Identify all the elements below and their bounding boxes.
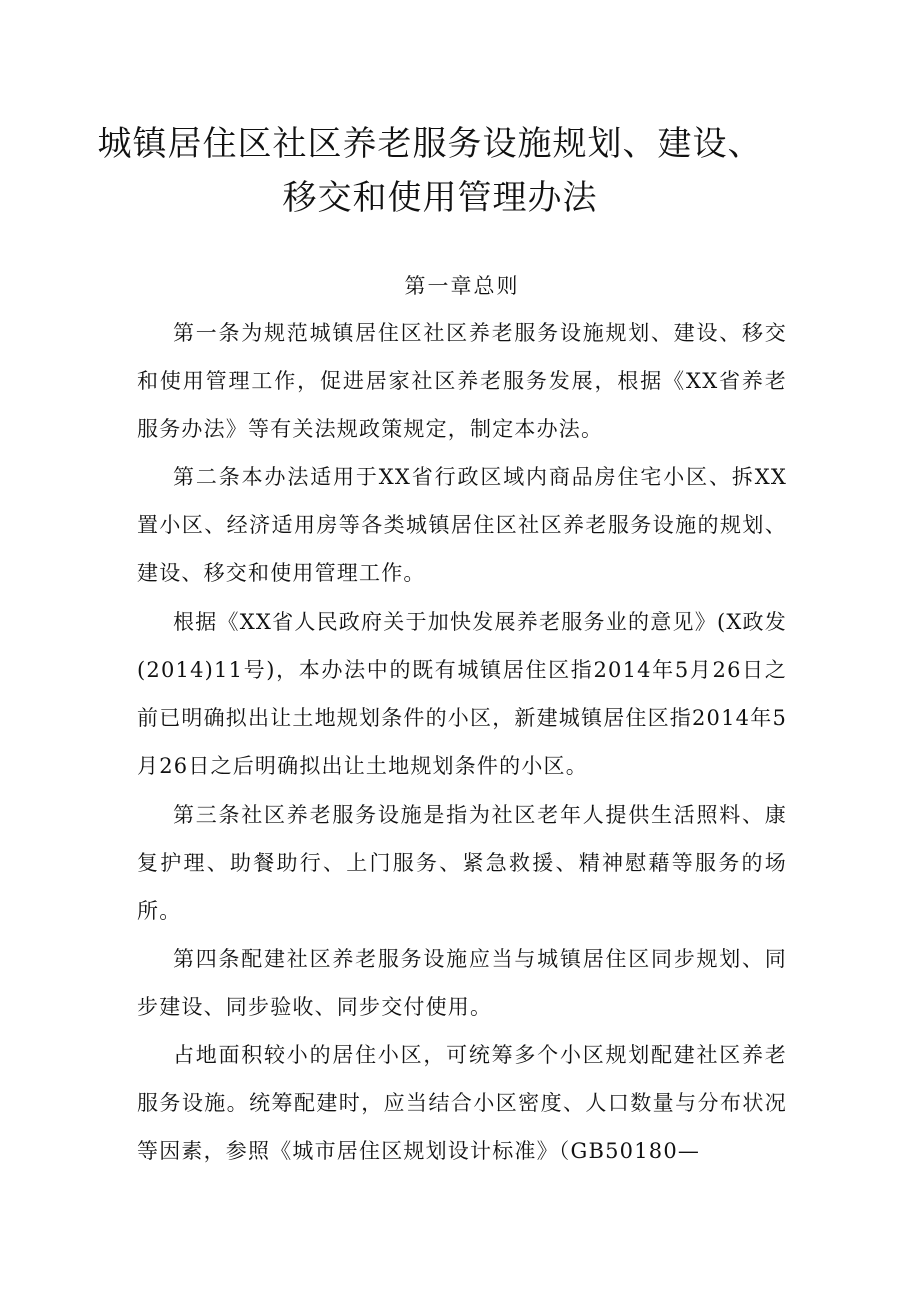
- paragraph-article-2: 第二条本办法适用于XX省行政区域内商品房住宅小区、拆XX置小区、经济适用房等各类城镇居住区社区养老服务设施的规划、建设、移交和使用管理工作。: [137, 465, 787, 585]
- document-title-line-2: 移交和使用管理办法: [282, 178, 598, 218]
- document-title-line-1: 城镇居住区社区养老服务设施规划、建设、: [97, 124, 763, 164]
- paragraph-article-3: 第三条社区养老服务设施是指为社区老年人提供生活照料、康复护理、助餐助行、上门服务、紧急救援、精神慰藉等服务的场所。: [137, 803, 787, 923]
- paragraph-article-1: 第一条为规范城镇居住区社区养老服务设施规划、建设、移交和使用管理工作，促进居家社区养老服务发展，根据《XX省养老服务办法》等有关法规政策规定，制定本办法。: [137, 321, 787, 441]
- paragraph-article-4: 第四条配建社区养老服务设施应当与城镇居住区同步规划、同步建设、同步验收、同步交付使用。: [137, 947, 787, 1019]
- paragraph-definition: 根据《XX省人民政府关于加快发展养老服务业的意见》(X政发(2014)11号)，本办法中的既有城镇居住区指2014年5月26日之前已明确拟出让土地规划条件的小区，新建城镇居住区指2014年5月26日之后明确拟出让土地规划条件的小区。: [137, 610, 788, 778]
- paragraph-planning-note: 占地面积较小的居住小区，可统筹多个小区规划配建社区养老服务设施。统筹配建时，应当结合小区密度、人口数量与分布状况等因素，参照《城市居住区规划设计标准》（GB50180—: [137, 1043, 787, 1163]
- chapter-heading: 第一章总则: [404, 274, 520, 298]
